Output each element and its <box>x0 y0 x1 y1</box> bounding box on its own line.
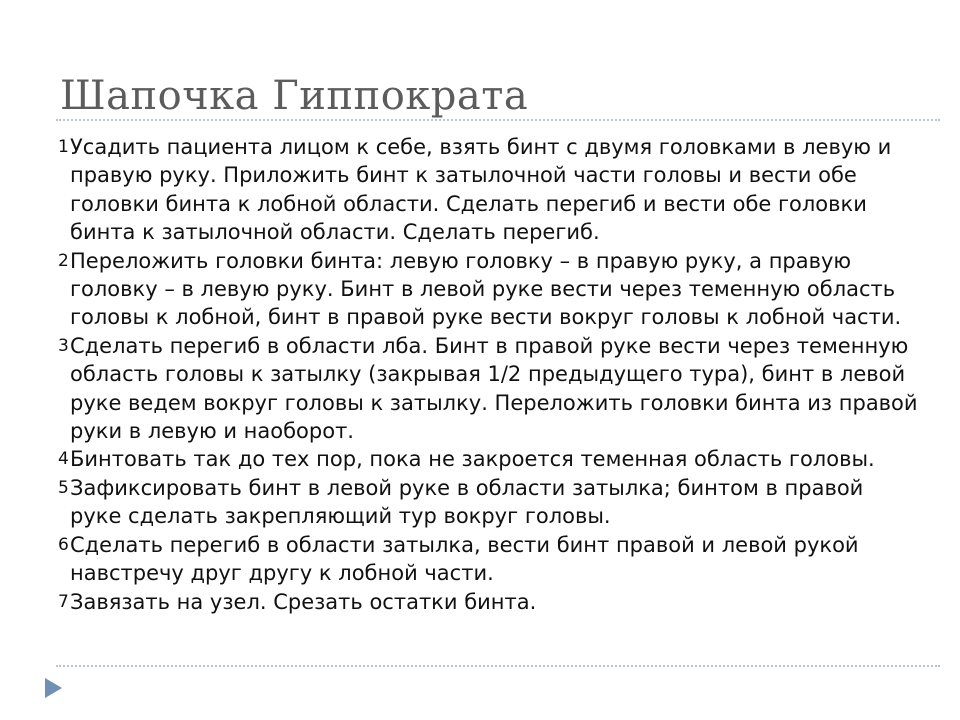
step-text: Зафиксировать бинт в левой руке в области затылка; бинтом в правой руке сделать закрепляющий тур вокруг головы. <box>70 475 864 529</box>
step-number: 3 <box>58 335 69 356</box>
step-number: 7 <box>58 591 69 612</box>
step-number: 1 <box>58 137 69 157</box>
step-item <box>58 133 918 247</box>
step-text: Сделать перегиб в области затылка, вести бинт правой и левой рукой навстречу друг другу к лобной части. <box>70 532 859 586</box>
step-text: Переложить головки бинта: левую головку – в правую руку, а правую головку – в левую руку. Бинт в левой руке вести через теменную область головы к лобной, бинт в правой руке вести вокруг головы к лобной части. <box>70 248 902 330</box>
step-item <box>58 247 918 332</box>
step-number: 5 <box>58 477 69 498</box>
step-item <box>58 531 918 588</box>
step-number: 6 <box>58 534 69 555</box>
step-text: Завязать на узел. Срезать остатки бинта. <box>70 589 537 614</box>
step-item <box>58 445 918 473</box>
step-item <box>58 474 918 531</box>
slide-title: Шапочка Гиппократа <box>60 73 529 119</box>
steps-list <box>58 133 918 616</box>
title-divider <box>56 119 940 121</box>
footer-divider <box>56 665 940 667</box>
step-item <box>58 588 918 616</box>
step-number: 4 <box>58 449 69 470</box>
triangle-right-icon[interactable] <box>42 676 64 700</box>
triangle-right-icon-shape <box>45 678 62 698</box>
step-text: Усадить пациента лицом к себе, взять бинт с двумя головками в левую и правую руку. Приложить бинт к затылочной части головы и вести обе головки бинта к лобной области. Сделать перегиб и вести обе головки бинта к затылочной области. Сделать перегиб. <box>70 135 892 245</box>
step-text: Бинтовать так до тех пор, пока не закроется теменная область головы. <box>70 447 875 472</box>
step-text: Сделать перегиб в области лба. Бинт в правой руке вести через теменную область головы к затылку (закрывая 1/2 предыдущего тура), бинт в левой руке ведем вокруг головы к затылку. Переложить головки бинта из правой руки в левую и наоборот. <box>70 333 918 444</box>
step-number: 2 <box>58 250 69 271</box>
step-item <box>58 332 918 446</box>
